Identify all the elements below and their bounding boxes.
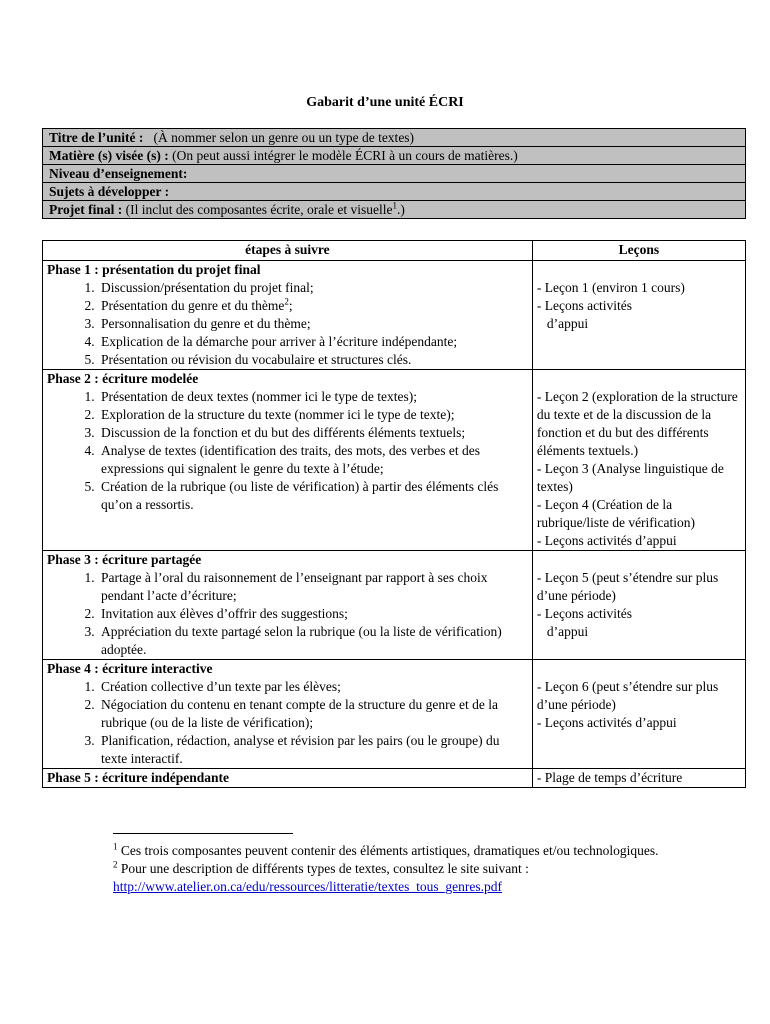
list-item: 4. Analyse de textes (identification des traits, des mots, des verbes et des expressions qui signalent le genre du texte à l’étude; [98, 442, 528, 478]
footnote-ref-1[interactable]: 1 [392, 200, 398, 211]
phase-lessons-cell [532, 769, 745, 788]
list-item: 2. Négociation du contenu en tenant compte de la structure du genre et de la rubrique (ou de la liste de vérification); [98, 696, 528, 732]
unit-info-table [42, 128, 746, 219]
table-header-row [43, 241, 746, 261]
phase-row [43, 551, 746, 660]
phase-steps-cell [43, 660, 533, 769]
projet-end: .) [397, 202, 405, 217]
phase-steps-cell [43, 551, 533, 660]
list-item: 3. Planification, rédaction, analyse et révision par les pairs (ou le groupe) du texte interactif. [98, 732, 528, 768]
phase-row [43, 370, 746, 551]
projet-label: Projet final : [49, 202, 123, 217]
resource-link[interactable]: http://www.atelier.on.ca/edu/ressources/litteratie/textes_tous_genres.pdf [113, 879, 503, 894]
footnote-ref-2[interactable]: 2 [284, 296, 289, 307]
list-item: 2. Présentation du genre et du thème$^2$; [98, 297, 528, 315]
lesson-entry: - Plage de temps d’écriture [536, 770, 683, 785]
lesson-entry: - Leçons activités d’appui [536, 533, 677, 548]
info-row-sujets [43, 183, 746, 201]
footnotes [113, 842, 673, 896]
info-row-niveau [43, 165, 746, 183]
info-row-matiere [43, 147, 746, 165]
phase-steps-list [47, 388, 528, 514]
phase-row [43, 261, 746, 370]
lesson-entry: - Leçons activités [536, 298, 633, 313]
list-item: 1. Création collective d’un texte par les élèves; [98, 678, 528, 696]
list-item: 3. Appréciation du texte partagé selon la rubrique (ou la liste de vérification) adoptée. [98, 623, 528, 659]
footnote-2: $^2$ Pour une description de différents types de textes, consultez le site suivant : [113, 859, 529, 876]
list-item: 2. Exploration de la structure du texte (nommer ici le type de texte); [98, 406, 528, 424]
phase-row [43, 660, 746, 769]
titre-value: (À nommer selon un genre ou un type de textes) [153, 130, 415, 145]
phase-title: Phase 1 : présentation du projet final [47, 262, 261, 277]
titre-label: Titre de l’unité : [49, 130, 144, 145]
matiere-label: Matière (s) visée (s) : [49, 148, 169, 163]
lesson-entry: - Leçons activités [536, 606, 633, 621]
lesson-entry: - Leçon 5 (peut s’étendre sur plus d’une période) [536, 570, 719, 603]
list-item: 3. Discussion de la fonction et du but des différents éléments textuels; [98, 424, 528, 442]
phase-title: Phase 4 : écriture interactive [47, 661, 213, 676]
phase-steps-cell [43, 261, 533, 370]
list-item: 2. Invitation aux élèves d’offrir des suggestions; [98, 605, 528, 623]
phase-title: Phase 3 : écriture partagée [47, 552, 202, 567]
phase-steps-list [47, 279, 528, 369]
lesson-entry: - Leçon 6 (peut s’étendre sur plus d’une période) [536, 679, 719, 712]
phase-title: Phase 2 : écriture modelée [47, 371, 199, 386]
lesson-entry: - Leçon 2 (exploration de la structure du texte et de la discussion de la fonction et du but des différents éléments textuels.) [536, 389, 738, 458]
sujets-label: Sujets à développer : [49, 184, 170, 199]
list-item: 3. Personnalisation du genre et du thème; [98, 315, 528, 333]
phase-steps-cell [43, 370, 533, 551]
lesson-entry: - Leçon 3 (Analyse linguistique de textes) [536, 461, 724, 494]
info-row-titre [43, 129, 746, 147]
lesson-entry: - Leçon 1 (environ 1 cours) [536, 280, 685, 295]
phase-title: Phase 5 : écriture indépendante [47, 770, 229, 785]
niveau-label: Niveau d’enseignement: [49, 166, 188, 181]
lesson-entry: - Leçons activités d’appui [536, 715, 677, 730]
info-row-projet [43, 201, 746, 219]
phase-row [43, 769, 746, 788]
projet-value: (Il inclut des composantes écrite, orale et visuelle [125, 202, 393, 217]
phase-lessons-cell [532, 370, 745, 551]
footnote-1: $^1$ Ces trois composantes peuvent contenir des éléments artistiques, dramatiques et/ou technologiques. [113, 841, 659, 858]
list-item: 5. Création de la rubrique (ou liste de vérification) à partir des éléments clés qu’on a ressortis. [98, 478, 528, 514]
lesson-entry: - Leçon 4 (Création de la rubrique/liste de vérification) [536, 497, 696, 530]
list-item: 5. Présentation ou révision du vocabulaire et structures clés. [98, 351, 528, 369]
list-item: 1. Partage à l’oral du raisonnement de l’enseignant par rapport à ses choix pendant l’acte d’écriture; [98, 569, 528, 605]
page-title: Gabarit d’une unité ÉCRI [306, 95, 464, 110]
lesson-entry: d’appui [546, 316, 589, 331]
phase-lessons-cell [532, 660, 745, 769]
phase-rows [43, 261, 746, 788]
phase-lessons-cell [532, 261, 745, 370]
list-item: 4. Explication de la démarche pour arriver à l’écriture indépendante; [98, 333, 528, 351]
phase-lessons-cell [532, 551, 745, 660]
phases-table [42, 240, 746, 788]
phase-steps-list [47, 569, 528, 659]
col-header-lecons: Leçons [532, 241, 745, 261]
list-item: 1. Discussion/présentation du projet final; [98, 279, 528, 297]
matiere-value: (On peut aussi intégrer le modèle ÉCRI à un cours de matières.) [172, 148, 518, 163]
phase-steps-list [47, 678, 528, 768]
footnote-separator [113, 833, 293, 834]
list-item: 1. Présentation de deux textes (nommer ici le type de textes); [98, 388, 528, 406]
lesson-entry: d’appui [546, 624, 589, 639]
phase-steps-cell [43, 769, 533, 788]
col-header-etapes: étapes à suivre [43, 241, 533, 261]
